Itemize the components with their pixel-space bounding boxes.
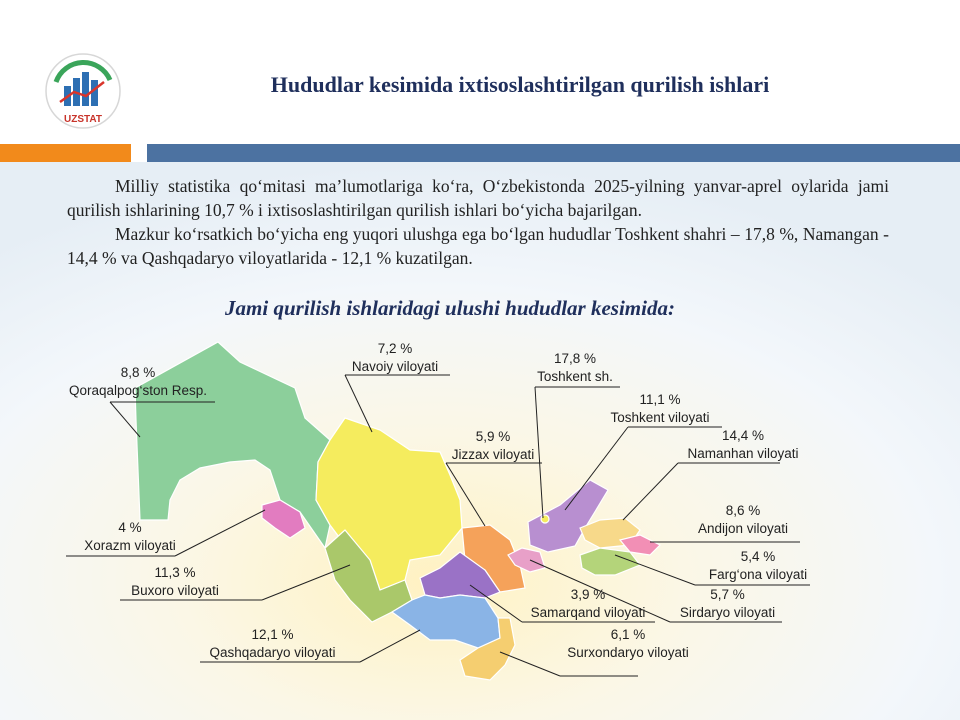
label-name: Qoraqalpog‘ston Resp. [68, 383, 208, 398]
label-name: Xorazm viloyati [84, 538, 176, 553]
label-value: 8,8 % [120, 365, 156, 380]
page-title: Hududlar kesimida ixtisoslashtirilgan qurilish ishlari [270, 72, 770, 97]
label-value: 17,8 % [553, 351, 597, 366]
label-name: Navoiy viloyati [351, 359, 439, 374]
label-andijon [678, 502, 808, 538]
label-toshkent-sh [510, 350, 640, 386]
map-subtitle: Jami qurilish ishlaridagi ulushi hududlar kesimida: [225, 296, 675, 320]
label-value: 5,9 % [475, 429, 511, 444]
label-value: 3,9 % [570, 587, 606, 602]
label-surxondaryo [548, 626, 708, 662]
label-buxoro [110, 564, 240, 600]
region-qashqadaryo[interactable] [392, 595, 500, 648]
label-value: 6,1 % [610, 627, 646, 642]
label-value: 14,4 % [721, 428, 765, 443]
label-name: Surxondaryo viloyati [567, 645, 689, 660]
label-samarqand [513, 586, 663, 622]
label-name: Namanhan viloyati [687, 446, 799, 461]
label-name: Jizzax viloyati [451, 447, 535, 462]
label-toshkent-vil [590, 391, 730, 427]
label-value: 7,2 % [377, 341, 413, 356]
header-accent-orange [0, 144, 131, 162]
label-fargona [688, 548, 828, 584]
label-qoraqalpogiston [48, 364, 228, 400]
label-name: Sirdaryo viloyati [679, 605, 776, 620]
label-name: Toshkent viloyati [610, 410, 710, 425]
region-toshkent-sh[interactable] [541, 515, 549, 523]
paragraph-1: Milliy statistika qo‘mitasi ma’lumotlariga ko‘ra, O‘zbekistonda 2025-yilning yanvar-aprel oylarida jami qurilish ishlarining 10,7 % i ixtisoslashtirilgan qurilish ishlari bo‘yicha bajarilgan. [67, 176, 889, 220]
label-value: 8,6 % [725, 503, 761, 518]
label-sirdaryo [660, 586, 795, 622]
label-value: 11,3 % [154, 565, 196, 580]
label-value: 5,7 % [710, 587, 745, 602]
label-xorazm [60, 519, 200, 555]
header-accent-blue [147, 144, 960, 162]
label-jizzax [438, 428, 548, 464]
label-navoiy [330, 340, 460, 376]
uzstat-logo [44, 52, 122, 130]
label-name: Buxoro viloyati [131, 583, 219, 598]
label-name: Samarqand viloyati [530, 605, 646, 620]
logo-text: UZSTAT [64, 114, 102, 125]
label-qashqadaryo [190, 626, 355, 662]
label-name: Farg‘ona viloyati [708, 567, 808, 582]
label-namangan [668, 427, 818, 463]
label-name: Qashqadaryo viloyati [209, 645, 336, 660]
label-value: 4 % [118, 520, 142, 535]
label-value: 12,1 % [251, 627, 294, 642]
label-value: 5,4 % [740, 549, 776, 564]
paragraph-2: Mazkur ko‘rsatkich bo‘yicha eng yuqori ulushga ega bo‘lgan hududlar Toshkent shahri – 17,8 %, Namangan - 14,4 % va Qashqadaryo viloyatlarida - 12,1 % kuzatilgan. [67, 224, 889, 268]
label-value: 11,1 % [639, 392, 681, 407]
label-name: Toshkent sh. [537, 369, 613, 384]
intro-text [67, 174, 889, 270]
label-name: Andijon viloyati [697, 521, 789, 536]
